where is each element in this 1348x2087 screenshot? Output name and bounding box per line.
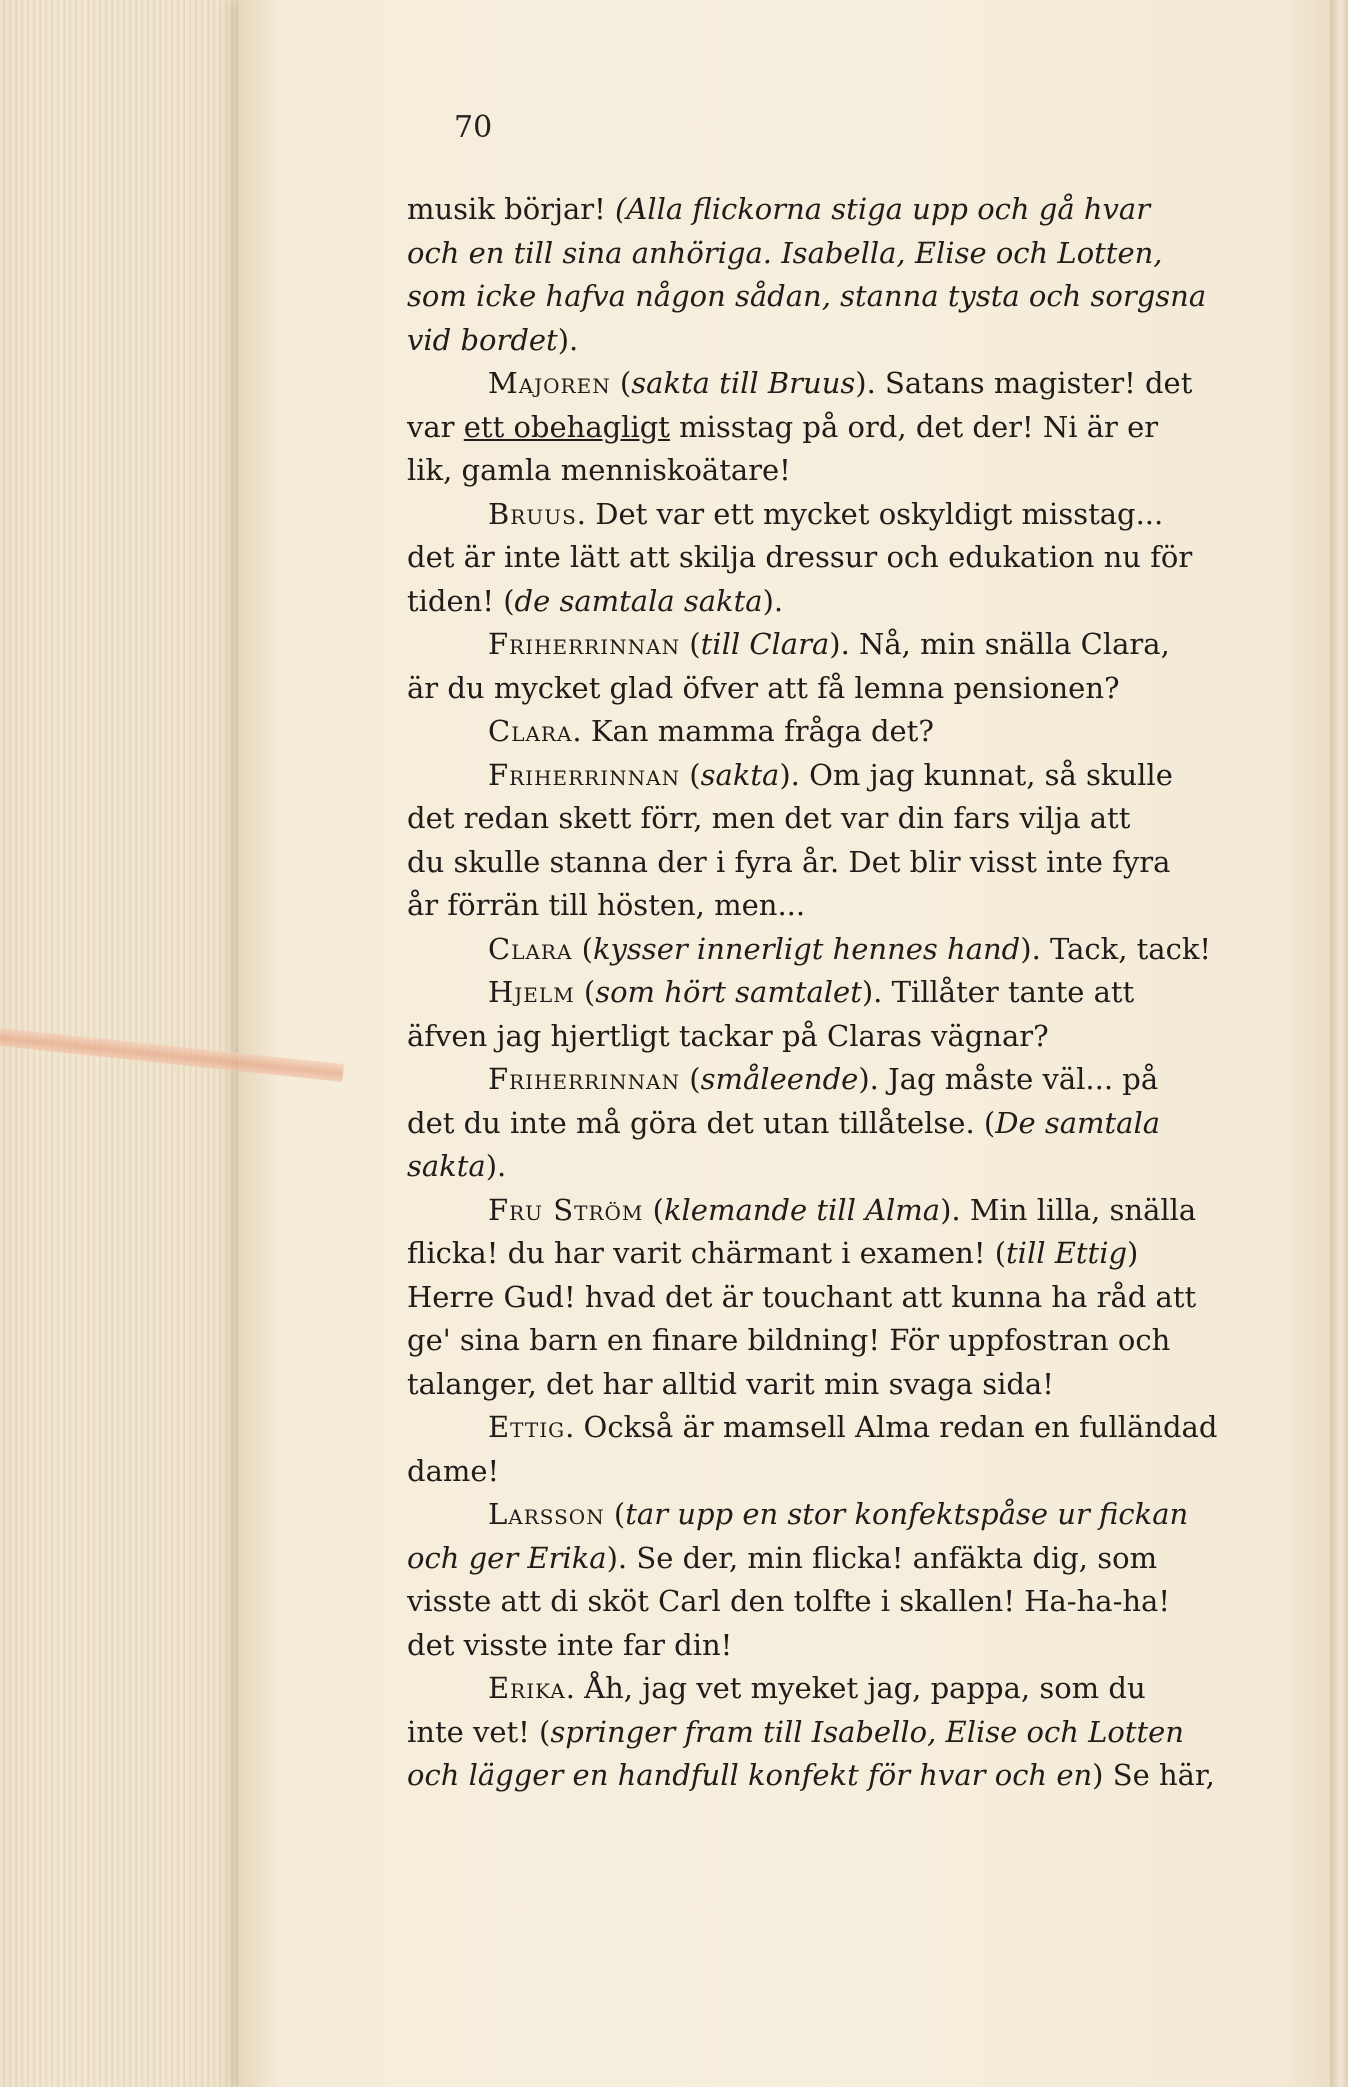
line-text: är du mycket glad öfver att få lemna pensionen? — [407, 670, 1120, 705]
speaker-name: Bruus — [488, 496, 577, 531]
line-text: äfven jag hjertligt tackar på Claras vägnar? — [407, 1018, 1049, 1053]
line-text: ) Se här, — [1092, 1758, 1215, 1792]
line-text: . Kan mamma fråga det? — [572, 714, 934, 748]
stage-direction: och lägger en handfull konfekt för hvar och en — [407, 1758, 1093, 1792]
line-text: år förrän till hösten, men... — [407, 888, 806, 922]
stage-direction: sakta — [407, 1149, 486, 1183]
line-text: ). — [485, 1149, 507, 1183]
text-line — [407, 1624, 732, 1666]
text-line — [488, 493, 1163, 535]
line-text: inte vet! ( — [407, 1714, 551, 1749]
stage-direction: till Ettig — [1006, 1236, 1128, 1270]
page-number: 70 — [454, 110, 493, 145]
text-line — [407, 232, 1163, 274]
line-text: ). — [762, 583, 784, 618]
text-line — [407, 275, 1206, 317]
speaker-name: Ettig — [488, 1410, 566, 1444]
text-line — [407, 1580, 1170, 1622]
stage-direction: och ger Erika — [407, 1540, 607, 1575]
line-text: ( — [680, 627, 701, 661]
line-text: ). Om jag kunnat, så skulle — [779, 757, 1173, 792]
line-text: du skulle stanna der i fyra år. Det blir visst inte fyra — [407, 844, 1171, 879]
stage-direction: vid bordet — [407, 322, 558, 357]
line-text: det är inte lätt att skilja dressur och edukation nu för — [407, 540, 1193, 574]
text-line — [407, 449, 791, 491]
line-text: dame! — [407, 1453, 500, 1488]
stage-direction: De samtala — [995, 1105, 1161, 1140]
speaker-name: Erika — [488, 1671, 566, 1705]
line-text: flicka! du har varit chärmant i examen! ( — [407, 1236, 1007, 1270]
speaker-name: Clara — [488, 714, 573, 748]
line-text: ). Min lilla, snälla — [940, 1192, 1197, 1227]
line-text: det visste inte far din! — [407, 1627, 733, 1662]
text-line — [407, 1537, 1157, 1579]
speaker-name: Fru Ström — [488, 1192, 644, 1227]
text-line — [488, 1058, 1158, 1100]
line-text: ). Tillåter tante att — [861, 975, 1135, 1009]
text-line — [407, 1319, 1170, 1361]
text-line — [407, 841, 1170, 883]
text-line — [407, 580, 783, 622]
stage-direction: kysser innerligt hennes hand — [592, 931, 1021, 966]
stage-direction: som hört samtalet — [595, 975, 862, 1009]
text-line — [407, 1711, 1184, 1753]
text-line — [407, 188, 1150, 230]
line-text: Herre Gud! hvad det är touchant att kunna ha råd att — [407, 1279, 1197, 1314]
text-line — [488, 1493, 1188, 1535]
speaker-name: Friherrinnan — [488, 627, 681, 661]
speaker-name: Majoren — [488, 366, 611, 400]
text-line — [488, 928, 1211, 970]
text-line — [407, 1276, 1196, 1318]
line-text: ). Tack, tack! — [1020, 931, 1212, 966]
line-text: ). Nå, min snälla Clara, — [829, 627, 1170, 661]
text-line — [407, 536, 1192, 578]
line-text: . Åh, jag vet myeket jag, pappa, som du — [565, 1671, 1146, 1705]
text-line — [488, 710, 934, 752]
stage-direction: springer fram till Isabello, Elise och Lotten — [550, 1714, 1184, 1749]
line-text: talanger, det har alltid varit min svaga sida! — [407, 1366, 1054, 1401]
text-line — [488, 362, 1192, 404]
line-text: ( — [680, 1062, 701, 1096]
line-text: lik, gamla menniskoätare! — [407, 453, 791, 487]
text-line — [488, 1189, 1196, 1231]
text-line — [407, 319, 578, 361]
line-text: ( — [643, 1192, 664, 1227]
line-text: ett obehagligt — [463, 409, 670, 444]
speaker-name: Larsson — [488, 1497, 605, 1531]
text-line — [407, 406, 1158, 448]
line-text: . Också är mamsell Alma redan en fulländad — [565, 1410, 1218, 1444]
line-text: tiden! ( — [407, 583, 515, 618]
text-line — [407, 1450, 499, 1492]
line-text: ( — [574, 975, 596, 1009]
speaker-name: Hjelm — [488, 975, 575, 1009]
text-line — [407, 1232, 1138, 1274]
line-text: det du inte må göra det utan tillåtelse. ( — [407, 1105, 996, 1140]
line-text: ( — [604, 1497, 626, 1531]
text-line — [407, 884, 805, 926]
text-line — [407, 797, 1130, 839]
line-text: ( — [572, 931, 593, 966]
stage-direction: klemande till Alma — [663, 1192, 941, 1227]
speaker-name: Clara — [488, 931, 573, 966]
line-text: ). — [557, 322, 579, 357]
stage-direction: som icke hafva någon sådan, stanna tysta och sorgsna — [407, 279, 1207, 313]
line-text: var — [407, 409, 464, 444]
line-text: visste att di sköt Carl den tolfte i skallen! Ha-ha-ha! — [407, 1584, 1170, 1618]
text-line — [488, 623, 1170, 665]
text-line — [488, 971, 1134, 1013]
stage-direction: och en till sina anhöriga. Isabella, Elise och Lotten, — [407, 235, 1163, 270]
line-text: ) — [1127, 1236, 1139, 1270]
text-line — [488, 754, 1173, 796]
line-text: ). Se der, min flicka! anfäkta dig, som — [606, 1540, 1158, 1575]
text-line — [407, 1363, 1054, 1405]
text-line — [407, 1102, 1160, 1144]
text-line — [407, 1015, 1049, 1057]
line-text: det redan skett förr, men det var din fars vilja att — [407, 801, 1131, 835]
text-line — [407, 1754, 1215, 1796]
line-text: . Det var ett mycket oskyldigt misstag... — [576, 496, 1164, 531]
line-text: musik börjar! — [407, 192, 616, 226]
stage-direction: småleende — [700, 1062, 859, 1096]
text-line — [488, 1667, 1146, 1709]
stage-direction: de samtala sakta — [514, 583, 763, 618]
text-line — [407, 1145, 506, 1187]
right-page-edge — [1330, 0, 1348, 2087]
stage-direction: sakta — [700, 757, 780, 792]
stage-direction: (Alla flickorna stiga upp och gå hvar — [615, 192, 1151, 226]
line-text: misstag på ord, det der! Ni är er — [669, 409, 1159, 444]
speaker-name: Friherrinnan — [488, 1062, 681, 1096]
line-text: ( — [680, 757, 701, 792]
speaker-name: Friherrinnan — [488, 757, 681, 792]
stage-direction: till Clara — [700, 627, 830, 661]
stage-direction: tar upp en stor konfektspåse ur fickan — [625, 1497, 1189, 1531]
line-text: ge' sina barn en finare bildning! För uppfostran och — [407, 1323, 1171, 1357]
line-text: ). Satans magister! det — [855, 366, 1193, 400]
line-text: ( — [610, 366, 632, 400]
stage-direction: sakta till Bruus — [631, 366, 856, 400]
text-line — [488, 1406, 1217, 1448]
line-text: ). Jag måste väl... på — [858, 1062, 1159, 1096]
text-line — [407, 667, 1120, 709]
